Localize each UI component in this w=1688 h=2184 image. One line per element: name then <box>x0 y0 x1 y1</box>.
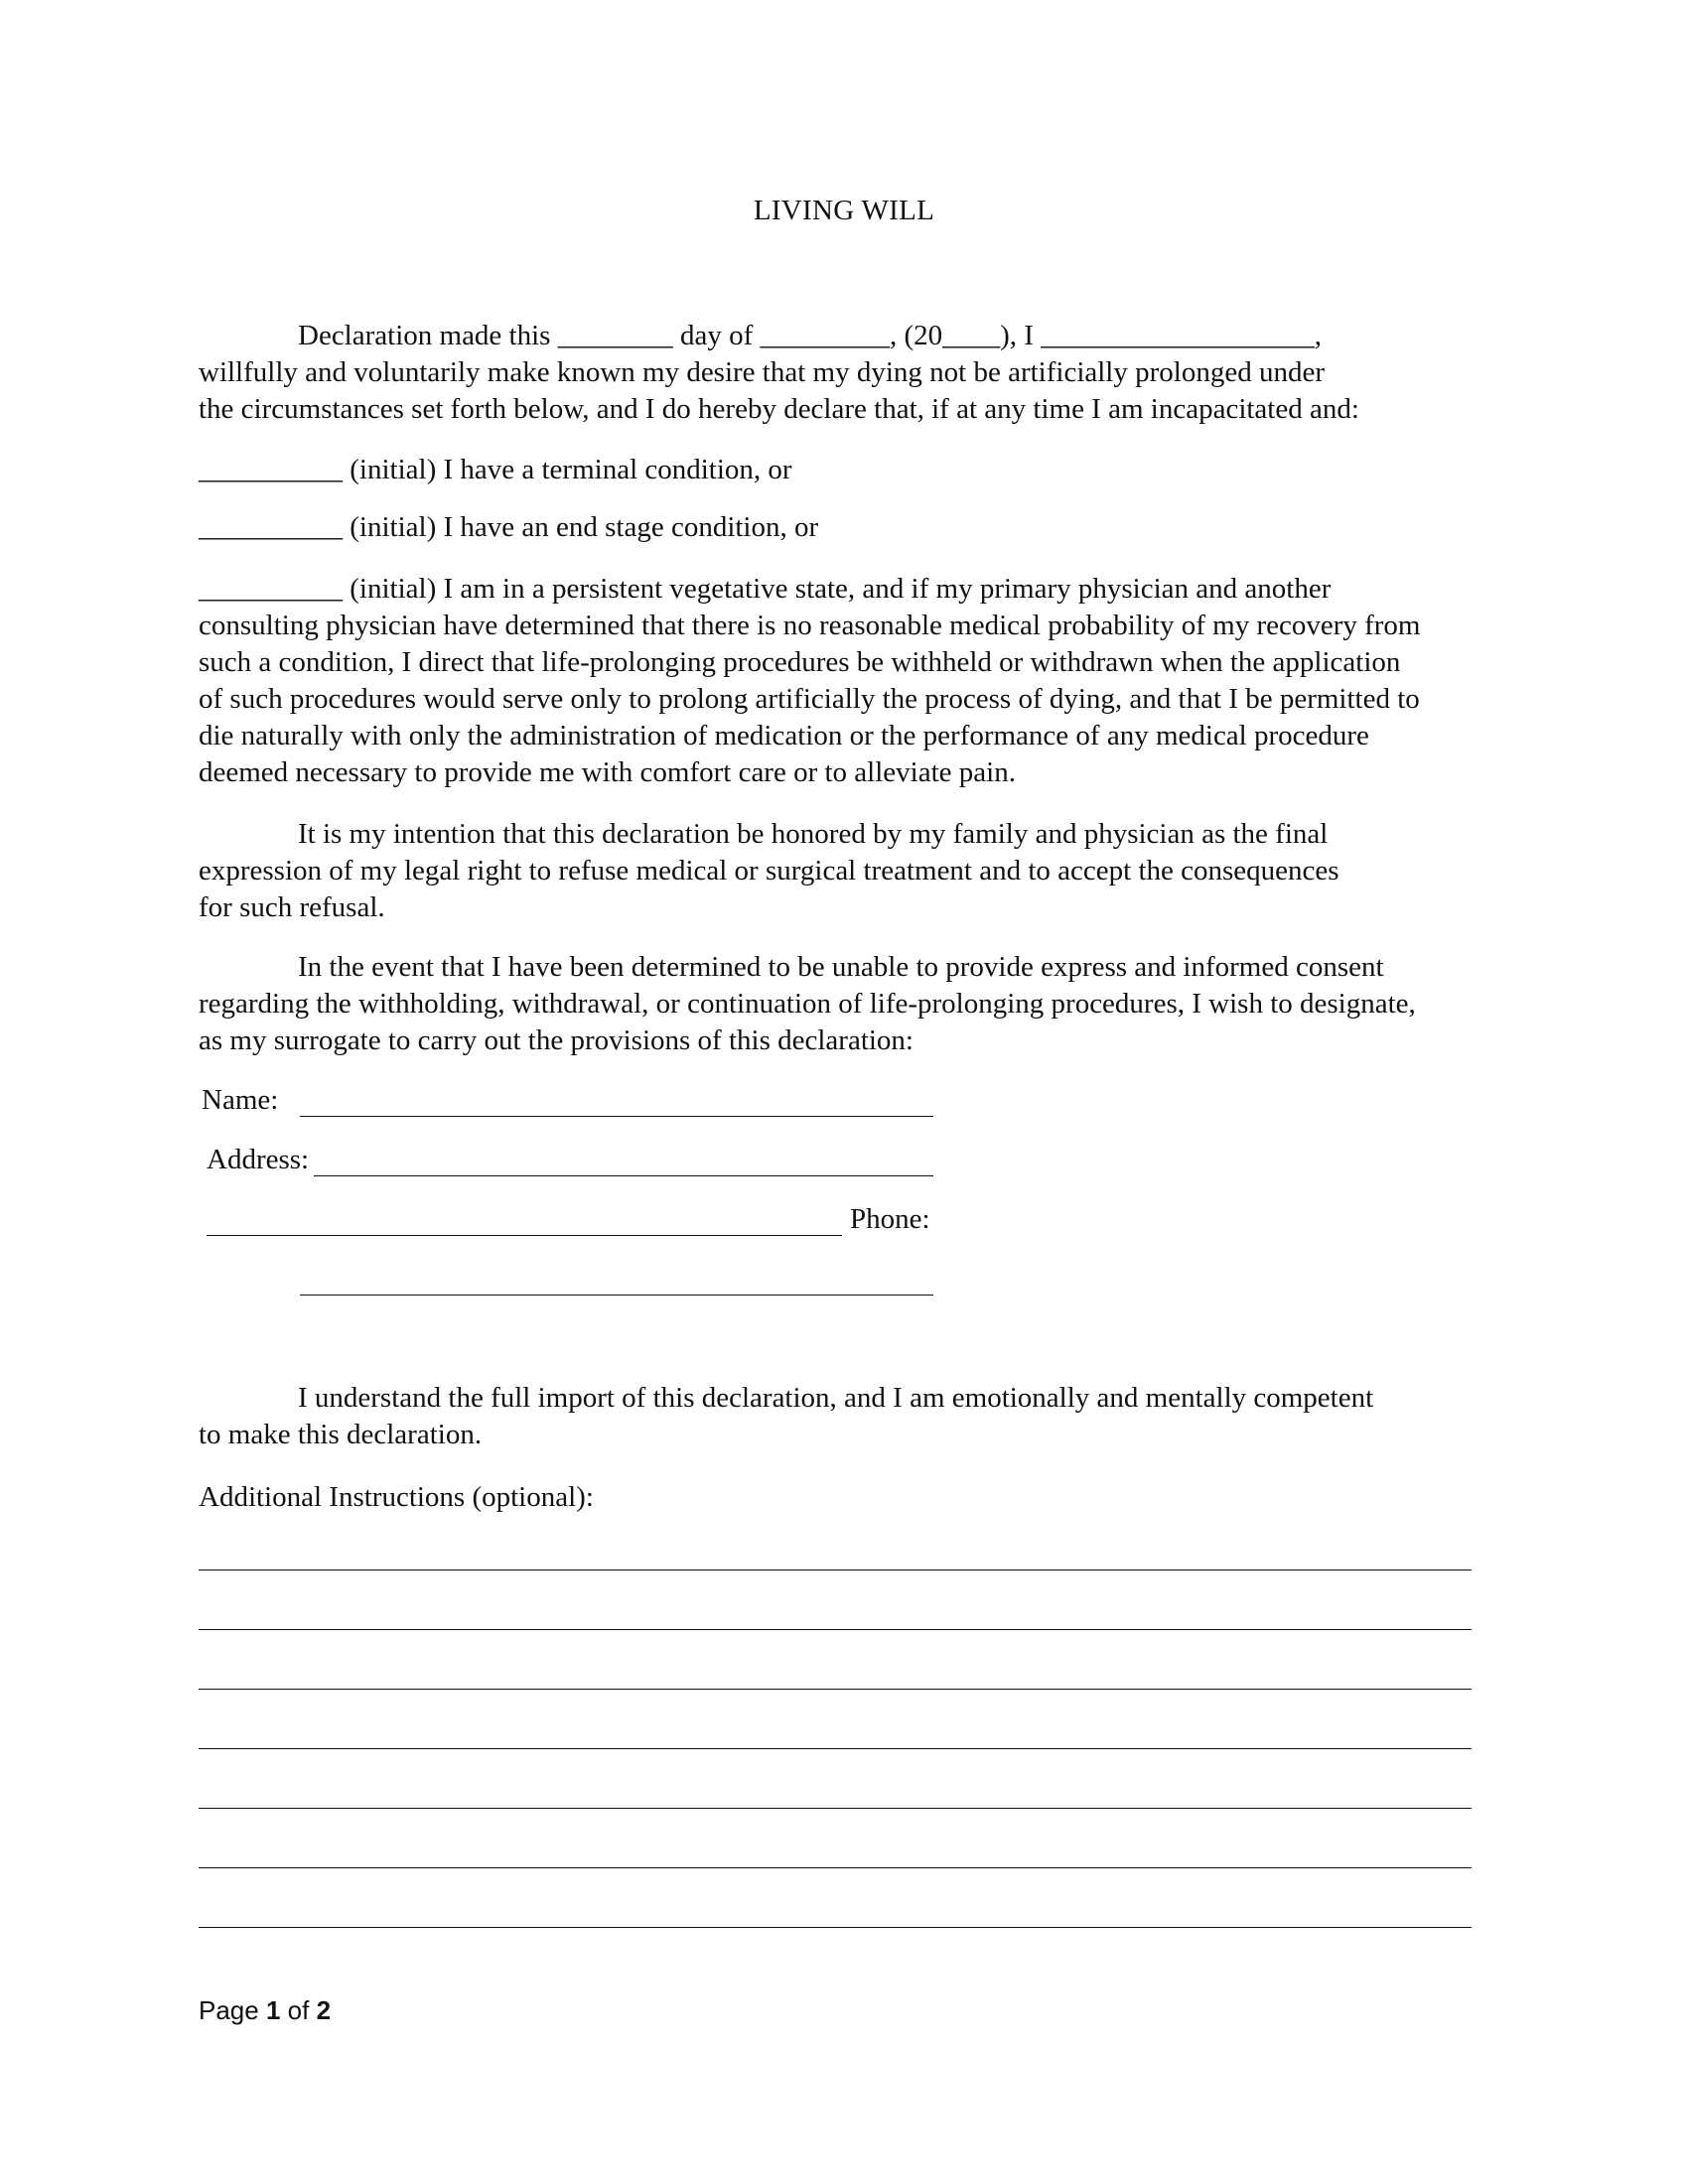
vegetative-line-6: deemed necessary to provide me with comfort care or to alleviate pain. <box>199 756 1016 788</box>
surrogate-name-label: Name: <box>202 1084 279 1116</box>
surrogate-name-row <box>202 1082 278 1119</box>
declaration-line-2: willfully and voluntarily make known my desire that my dying not be artificially prolonged under <box>199 356 1325 388</box>
additional-instructions-line-6[interactable] <box>199 1867 1472 1868</box>
current-page-number: 1 <box>265 1995 281 2025</box>
condition-terminal <box>199 452 1489 488</box>
additional-instructions-line-7[interactable] <box>199 1927 1472 1928</box>
additional-instructions-line-5[interactable] <box>199 1808 1472 1809</box>
condition-end-stage-text: __________ (initial) I have an end stage condition, or <box>199 511 819 543</box>
vegetative-line-2: consulting physician have determined that there is no reasonable medical probability of my recovery from <box>199 610 1421 641</box>
intention-line-1: It is my intention that this declaration be honored by my family and physician as the final <box>298 818 1329 850</box>
vegetative-line-3: such a condition, I direct that life-prolonging procedures be withheld or withdrawn when the application <box>199 646 1401 678</box>
surrogate-phone-row <box>850 1201 930 1238</box>
understand-paragraph <box>199 1380 1489 1453</box>
surrogate-paragraph <box>199 949 1489 1059</box>
additional-instructions-line-3[interactable] <box>199 1689 1472 1690</box>
additional-instructions-line-4[interactable] <box>199 1748 1472 1749</box>
declaration-line-1: Declaration made this ________ day of _________, (20____), I ___________________, <box>298 320 1322 351</box>
surrogate-address-row <box>207 1142 309 1178</box>
condition-terminal-text: __________ (initial) I have a terminal condition, or <box>199 454 792 485</box>
surrogate-line-1: In the event that I have been determined to be unable to provide express and informed consent <box>298 951 1384 983</box>
intention-line-2: expression of my legal right to refuse medical or surgical treatment and to accept the consequences <box>199 855 1339 887</box>
vegetative-line-5: die naturally with only the administration of medication or the performance of any medical procedure <box>199 720 1369 751</box>
document-title: LIVING WILL <box>753 195 935 226</box>
surrogate-address-line[interactable] <box>314 1175 933 1176</box>
understand-line-1: I understand the full import of this declaration, and I am emotionally and mentally competent <box>298 1382 1374 1414</box>
intention-paragraph <box>199 816 1489 926</box>
vegetative-line-1: __________ (initial) I am in a persistent vegetative state, and if my primary physician and another <box>199 573 1332 605</box>
declaration-line-3: the circumstances set forth below, and I do hereby declare that, if at any time I am incapacitated and: <box>199 393 1359 425</box>
condition-vegetative-paragraph <box>199 571 1489 791</box>
intention-line-3: for such refusal. <box>199 891 385 923</box>
total-page-number: 2 <box>316 1995 332 2025</box>
additional-instructions-line-2[interactable] <box>199 1629 1472 1630</box>
additional-instructions-heading <box>199 1479 1489 1516</box>
surrogate-line-2: regarding the withholding, withdrawal, or continuation of life-prolonging procedures, I wish to designate, <box>199 988 1416 1020</box>
of-word: of <box>287 1995 310 2025</box>
declaration-paragraph <box>199 318 1489 428</box>
page-word: Page <box>199 1995 259 2025</box>
surrogate-address-label: Address: <box>207 1144 310 1175</box>
surrogate-phone-line[interactable] <box>300 1295 933 1296</box>
surrogate-line-3: as my surrogate to carry out the provisions of this declaration: <box>199 1024 914 1056</box>
condition-end-stage <box>199 509 1489 546</box>
page-number <box>199 1995 331 2026</box>
vegetative-line-4: of such procedures would serve only to prolong artificially the process of dying, and that I be permitted to <box>199 683 1420 715</box>
surrogate-phone-label: Phone: <box>850 1203 930 1235</box>
understand-line-2: to make this declaration. <box>199 1419 483 1450</box>
surrogate-name-line[interactable] <box>300 1116 933 1117</box>
additional-instructions-label: Additional Instructions (optional): <box>199 1481 594 1513</box>
surrogate-address-line-2[interactable] <box>207 1235 842 1236</box>
